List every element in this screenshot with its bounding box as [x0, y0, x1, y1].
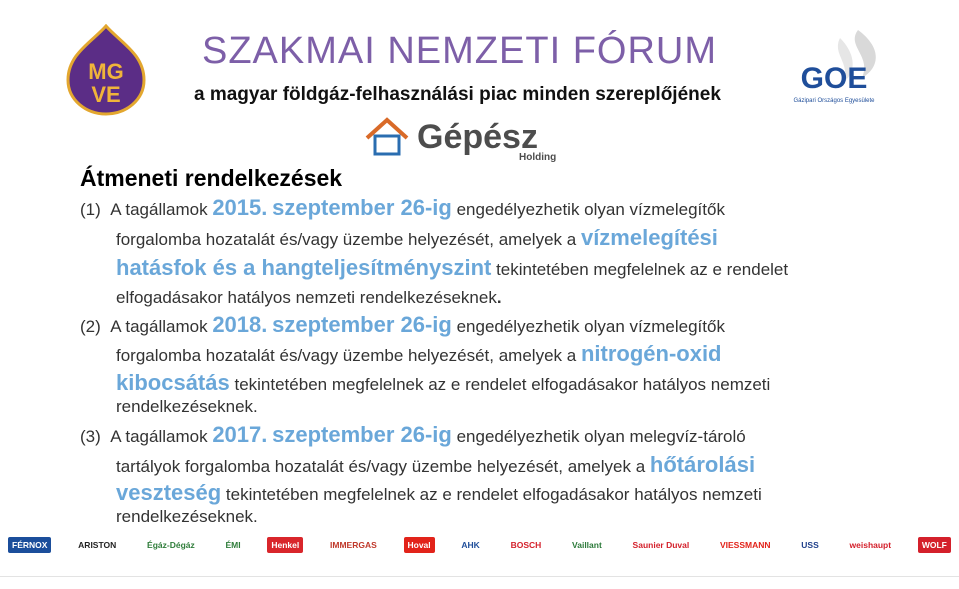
item-text: engedélyezhetik olyan vízmelegítők [456, 317, 725, 336]
sponsor-logo: WOLF [918, 537, 951, 553]
sponsor-logo: AHK [457, 537, 483, 553]
item-text: tekintetében megfelelnek az e rendelet elfogadásakor hatályos nemzeti [234, 375, 771, 394]
item-lead: A tagállamok [110, 317, 208, 336]
sponsor-logo: Henkel [267, 537, 303, 553]
item-text: forgalomba hozatalát és/vagy üzembe helyezését, amelyek a [116, 230, 577, 249]
item-date: szeptember 26-ig [272, 312, 452, 337]
item-text: engedélyezhetik olyan melegvíz-tároló [456, 427, 746, 446]
item-3-line-4 [116, 505, 258, 529]
forum-subtitle: a magyar földgáz-felhasználási piac minden szereplőjének [194, 84, 721, 105]
sponsor-logo: BOSCH [507, 537, 546, 553]
sponsor-logo: USS [797, 537, 822, 553]
item-highlight: vízmelegítési [580, 225, 718, 250]
item-text: forgalomba hozatalát és/vagy üzembe helyezését, amelyek a [116, 346, 577, 365]
goe-logo-caption: Gázipari Országos Egyesülete [793, 98, 875, 104]
item-highlight: veszteség [116, 480, 222, 505]
item-text: rendelkezéseknek. [116, 507, 258, 526]
item-3-line-2 [116, 453, 755, 479]
sponsor-logo: Vaillant [568, 537, 606, 553]
item-highlight: kibocsátás [116, 370, 230, 395]
mgve-logo-line1: MG [88, 59, 124, 84]
sponsor-logo: IMMERGAS [326, 537, 381, 553]
item-lead: A tagállamok [110, 427, 208, 446]
item-1-line-1 [80, 196, 725, 222]
item-text: tekintetében megfelelnek az e rendelet elfogadásakor hatályos nemzeti [225, 485, 762, 504]
item-text: elfogadásakor hatályos nemzeti rendelkezéseknek [116, 288, 497, 307]
sponsor-logo: ARISTON [74, 537, 120, 553]
item-text: rendelkezéseknek. [116, 397, 258, 416]
item-2-line-4 [116, 395, 258, 419]
item-1-line-3 [116, 256, 788, 282]
item-number: (2) [80, 317, 101, 336]
item-2-line-2 [116, 342, 722, 368]
item-number: (1) [80, 200, 101, 219]
sponsor-logo: Saunier Duval [629, 537, 694, 553]
item-1-line-4 [116, 286, 502, 310]
item-text: tartályok forgalomba hozatalát és/vagy üzembe helyezését, amelyek a [116, 457, 646, 476]
item-2-line-3 [116, 371, 770, 397]
sponsor-logo: Égáz-Dégáz [143, 537, 199, 553]
sponsor-logo: ÉMI [222, 537, 245, 553]
forum-title: SZAKMAI NEMZETI FÓRUM [202, 30, 717, 72]
gepesz-logo-text: Gépész [417, 118, 538, 156]
item-year: 2015. [212, 195, 268, 220]
item-number: (3) [80, 427, 101, 446]
sponsor-logo: weishaupt [846, 537, 896, 553]
section-heading: Átmeneti rendelkezések [80, 165, 343, 191]
item-date: szeptember 26-ig [272, 422, 452, 447]
gepesz-logo-sub: Holding [519, 152, 557, 162]
item-3-line-1 [80, 423, 746, 449]
item-year: 2017. [212, 422, 268, 447]
goe-logo-text: GOE [800, 62, 868, 95]
item-2-line-1 [80, 313, 725, 339]
goe-logo [788, 26, 908, 126]
item-date: szeptember 26-ig [272, 195, 452, 220]
sponsor-logo: VIESSMANN [716, 537, 775, 553]
item-lead: A tagállamok [110, 200, 208, 219]
sponsor-logo: FÉRNOX [8, 537, 51, 553]
bottom-divider [0, 576, 959, 577]
mgve-logo-line2: VE [91, 82, 121, 107]
item-text: engedélyezhetik olyan vízmelegítők [456, 200, 725, 219]
item-highlight: hőtárolási [649, 452, 756, 477]
item-1-line-2 [116, 226, 718, 252]
item-period: . [496, 288, 502, 307]
sponsor-strip [0, 528, 959, 562]
gepesz-logo [365, 114, 585, 162]
item-3-line-3 [116, 481, 762, 507]
sponsor-logo: Hoval [404, 537, 435, 553]
mgve-logo [62, 24, 150, 116]
item-highlight: nitrogén-oxid [580, 341, 722, 366]
item-year: 2018. [212, 312, 268, 337]
item-highlight: hatásfok és a hangteljesítményszint [116, 255, 492, 280]
item-text: tekintetében megfelelnek az e rendelet [496, 260, 789, 279]
